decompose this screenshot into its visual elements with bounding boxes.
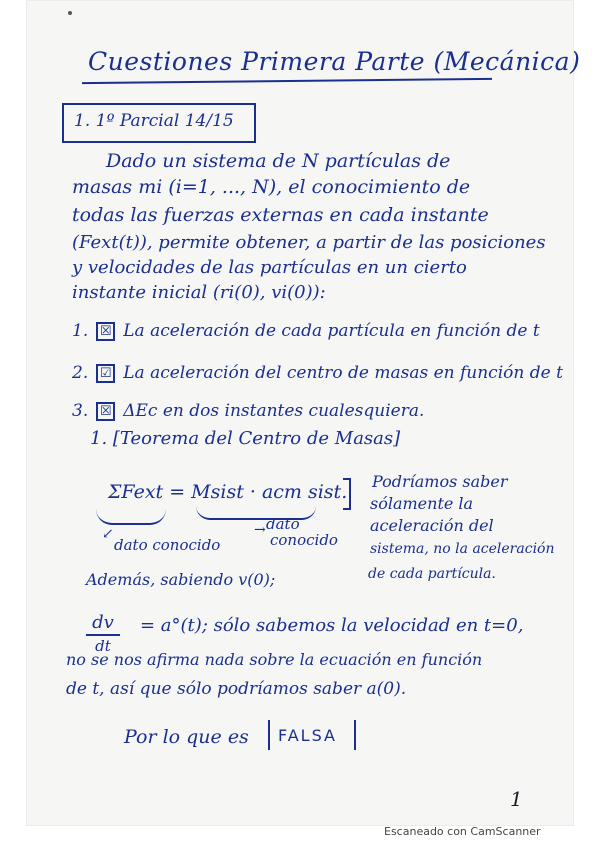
- fraction-denominator: dt: [95, 637, 111, 655]
- option-text: La aceleración del centro de masas en función de t: [123, 363, 563, 383]
- question-header: 1. 1º Parcial 14/15: [74, 111, 234, 131]
- answer-falsa: FALSA: [278, 726, 337, 745]
- arrow-down-left-icon: ↙: [102, 526, 114, 542]
- option-text: ΔEc en dos instantes cualesquiera.: [123, 401, 425, 421]
- scan-dot: [68, 11, 72, 15]
- fraction-bar: [86, 634, 120, 636]
- option-text: La aceleración de cada partícula en función de t: [123, 321, 540, 341]
- side-note-line: sistema, no la aceleración: [370, 541, 555, 557]
- side-note-line: sólamente la: [370, 494, 474, 513]
- side-note-line: Podríamos saber: [372, 472, 508, 491]
- option-number: 1.: [72, 321, 89, 341]
- question-line-1: Dado un sistema de N partículas de: [106, 150, 451, 172]
- checkbox-checked-icon: ☑: [96, 364, 115, 383]
- fraction-numerator: dv: [92, 612, 114, 633]
- question-line-2: masas mi (i=1, ..., N), el conocimiento de: [72, 176, 471, 198]
- checkbox-crossed-icon: ☒: [96, 402, 115, 421]
- paragraph-line-2: de t, así que sólo podríamos saber a(0).: [66, 679, 407, 699]
- option-number: 2.: [72, 363, 89, 383]
- question-line-6: instante inicial (ri(0), vi(0)):: [72, 282, 326, 303]
- page-number: 1: [510, 787, 523, 811]
- checkbox-crossed-icon: ☒: [96, 322, 115, 341]
- question-line-3: todas las fuerzas externas en cada instante: [72, 204, 489, 226]
- arrow-right-icon: →: [254, 522, 266, 538]
- paragraph-line-1: no se nos afirma nada sobre la ecuación en función: [66, 650, 483, 669]
- equation-bracket: [343, 478, 351, 510]
- label-known-data-right-2: conocido: [270, 531, 338, 549]
- option-3: [72, 401, 424, 421]
- conclusion-text: Por lo que es: [124, 726, 249, 748]
- solution-equation: ΣFext = Msist · acm sist.: [108, 481, 348, 503]
- page-title: Cuestiones Primera Parte (Mecánica): [88, 47, 581, 76]
- option-2: [72, 363, 563, 383]
- side-note-line: de cada partícula.: [368, 566, 496, 582]
- side-note-line: aceleración del: [370, 516, 494, 535]
- label-known-data-left: dato conocido: [114, 536, 221, 554]
- derivative-fraction: [86, 612, 120, 655]
- derivative-rest: = a°(t); sólo sabemos la velocidad en t=0,: [140, 615, 524, 636]
- option-number: 3.: [72, 401, 89, 421]
- question-line-5: y velocidades de las partículas en un cierto: [72, 257, 467, 278]
- label-known-data-right-1: dato: [266, 515, 300, 533]
- solution-header: 1. [Teorema del Centro de Masas]: [90, 428, 401, 449]
- option-1: [72, 321, 540, 341]
- brace-left: [96, 509, 166, 525]
- ademas-line: Además, sabiendo v(0);: [86, 570, 276, 589]
- scanner-watermark: Escaneado con CamScanner: [384, 825, 541, 838]
- question-line-4: (Fext(t)), permite obtener, a partir de las posiciones: [72, 232, 546, 253]
